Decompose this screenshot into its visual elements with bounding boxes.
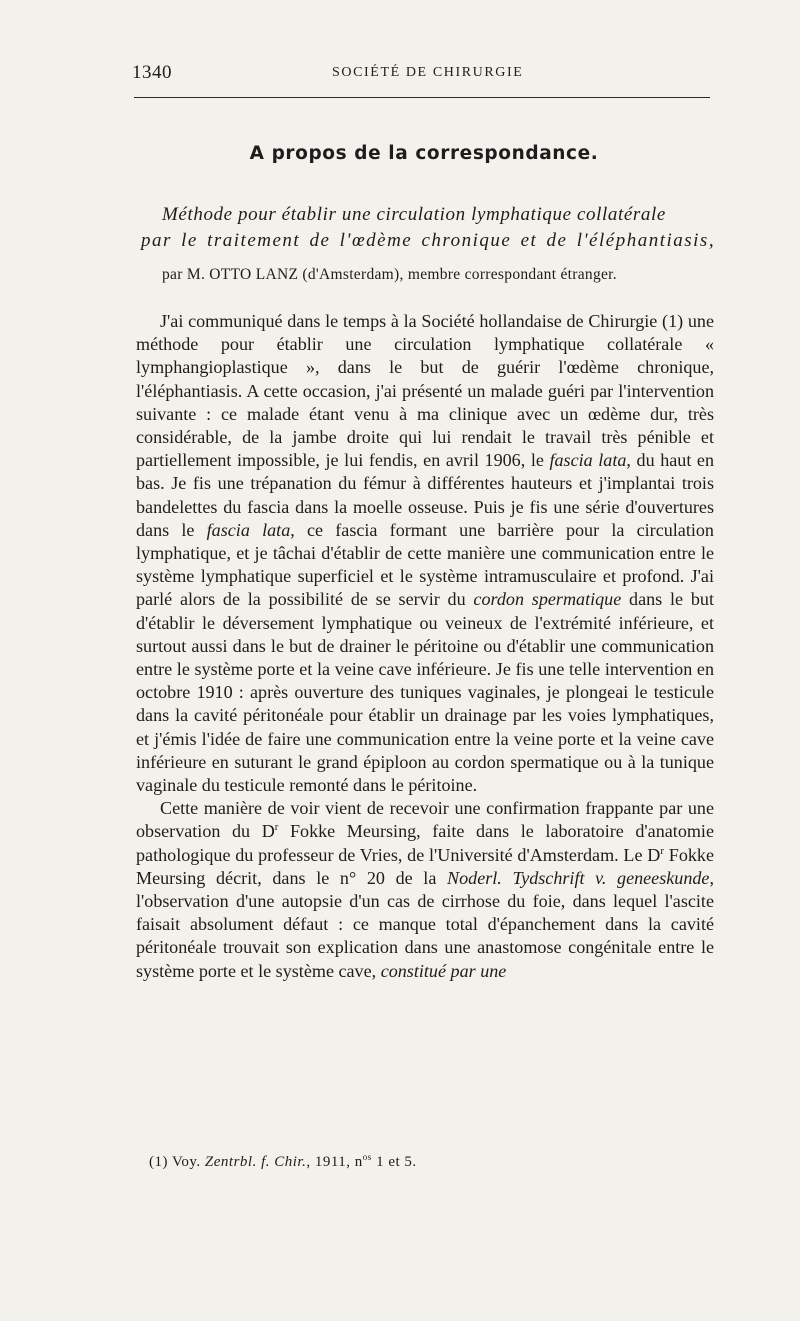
author-byline: par M. OTTO LANZ (d'Amsterdam), membre correspondant étranger.: [162, 266, 617, 283]
running-head: [132, 58, 712, 88]
footnote: [149, 1154, 417, 1171]
article-subtitle-line-1: Méthode pour établir une circulation lymphatique collatérale: [162, 204, 666, 225]
text-run: , 1911, n: [306, 1154, 363, 1170]
paragraph-1: [136, 310, 714, 797]
article-body: [136, 310, 714, 983]
text-run: J'ai communiqué dans le temps à la Société hollandaise de Chirurgie (1) une méthode pour établir une circulation lymphatique collatérale « lymphangioplastique », dans le but de guérir l'œdème chronique, l'éléphantiasis. A cette occasion, j'ai présenté un malade guéri par l'intervention suivante : ce malade étant venu à ma clinique avec un œdème dur, très considérable, de la jambe droite qui lui rendait le travail très pénible et partiellement impossible, je lui fendis, en avril 1906, le: [136, 311, 714, 471]
italic-term: fascia lata: [206, 519, 291, 540]
superscript: os: [362, 1152, 372, 1162]
journal-title: Noderl. Tydschrift v. geneeskunde: [447, 867, 710, 888]
text-run: Cette manière de voir vient de recevoir une confirmation frappante par une observation du D: [136, 798, 714, 842]
text-run: Fokke Meursing décrit, dans le n° 20 de la: [136, 844, 714, 888]
text-run: , l'observation d'une autopsie d'un cas de cirrhose du foie, dans lequel l'ascite faisait absolument défaut : ce manque total d'épanchement dans la cavité péritonéale trouvait son explication dans une anastomose congénitale entre le système porte et le système cave,: [136, 867, 714, 981]
running-title: SOCIÉTÉ DE CHIRURGIE: [332, 65, 524, 80]
text-run: , ce fascia formant une barrière pour la circulation lymphatique, et je tâchai d'établir de cette manière une communication entre le système lymphatique superficiel et le système intramusculaire et profond. J'ai parlé alors de la possibilité de se servir du: [136, 519, 714, 610]
journal-title: Zentrbl. f. Chir.: [204, 1154, 307, 1170]
italic-term: fascia lata: [549, 450, 627, 471]
superscript: r: [660, 844, 664, 857]
paragraph-2: [136, 797, 714, 983]
page-number: 1340: [132, 62, 172, 83]
superscript: r: [274, 821, 279, 834]
article-subtitle-line-2: par le traitement de l'œdème chronique et de l'éléphantiasis,: [141, 230, 716, 251]
text-run: (1) Voy.: [149, 1154, 205, 1170]
text-run: dans le but d'établir le déversement lymphatique ou veineux de l'extrémité inférieure, et surtout aussi dans le but de drainer le péritoine ou d'établir une communication entre le système porte et la veine cave inférieure. Je fis une telle intervention en octobre 1910 : après ouverture des tuniques vaginales, je plongeai le testicule dans la cavité péritonéale pour établir un drainage par les voies lymphatiques, et j'émis l'idée de faire une communication entre la veine porte et la veine cave inférieure en suturant le grand épiploon au cordon spermatique ou à la tunique vaginale du testicule remonté dans le péritoine.: [136, 589, 714, 796]
header-rule: [134, 97, 710, 98]
text-run: , du haut en bas. Je fis une trépanation du fémur à différentes hauteurs et j'implantai trois bandelettes du fascia dans la moelle osseuse. Puis je fis une série d'ouvertures dans le: [136, 450, 714, 540]
article-title: A propos de la correspondance.: [249, 143, 599, 164]
italic-term: constitué par une: [380, 960, 507, 981]
text-run: 1 et 5.: [371, 1154, 417, 1170]
italic-term: cordon spermatique: [473, 589, 622, 610]
text-run: Fokke Meursing, faite dans le laboratoire d'anatomie pathologique du professeur de Vries, de l'Université d'Amsterdam. Le D: [136, 821, 714, 865]
